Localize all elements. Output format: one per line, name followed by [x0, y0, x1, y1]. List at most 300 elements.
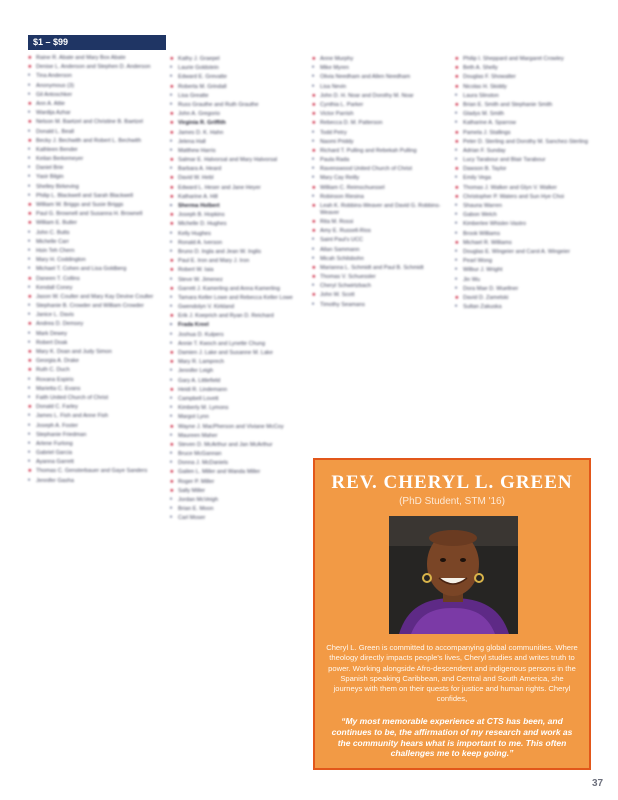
profile-name: REV. CHERYL L. GREEN: [331, 472, 573, 493]
donor-name-text: Tina Anderson: [36, 73, 72, 80]
donor-name-text: Marietta C. Evans: [36, 385, 81, 392]
red-dot-icon: ●: [455, 239, 459, 246]
red-dot-icon: ●: [28, 367, 32, 374]
donor-name: [312, 219, 446, 226]
red-dot-icon: ●: [28, 137, 32, 144]
bullet-icon: •: [170, 304, 173, 311]
donor-name: [455, 185, 589, 192]
donor-name-text: Stephanie Friedman: [36, 431, 87, 438]
donor-name: [170, 368, 304, 375]
donor-name-text: Thomas V. Schuessler: [320, 274, 376, 281]
donor-name: [455, 65, 589, 72]
profile-subtitle: (PhD Student, STM '16): [399, 496, 505, 507]
bullet-icon: •: [170, 230, 173, 237]
donor-name-text: Jennifer Leigh: [178, 368, 214, 375]
donor-name: [28, 478, 162, 485]
donor-name: [455, 295, 589, 302]
donor-name: [312, 56, 446, 63]
donor-name: [28, 138, 162, 145]
donor-name-text: Amy E. Russell-Rios: [320, 228, 371, 235]
red-dot-icon: ●: [170, 487, 174, 494]
donor-name: [170, 74, 304, 81]
bullet-icon: •: [28, 146, 31, 153]
red-dot-icon: ●: [28, 321, 32, 328]
red-dot-icon: ●: [28, 100, 32, 107]
donor-name-text: Todd Petry: [320, 129, 347, 136]
donor-name-text: Timothy Seamans: [320, 301, 365, 308]
donor-name-text: Thomas C. Gensterbauer and Gaye Sanders: [36, 468, 148, 475]
donor-name-text: Matthew Harris: [178, 147, 216, 154]
donor-name: [28, 55, 162, 62]
bullet-icon: •: [28, 339, 31, 346]
donor-name-text: Leah K. Robbins-Weaver and David G. Robbins-Weaver: [320, 203, 441, 216]
donor-name-text: Keilan Berkemeyer: [36, 156, 84, 163]
bullet-icon: •: [455, 212, 458, 219]
donor-name: [170, 405, 304, 412]
bullet-icon: •: [28, 422, 31, 429]
donor-name: [28, 101, 162, 108]
donor-name: [28, 377, 162, 384]
donor-name: [28, 110, 162, 117]
red-dot-icon: ●: [312, 203, 316, 209]
donor-name-text: Joseph B. Hopkins: [178, 212, 225, 219]
donor-name: [312, 148, 446, 155]
donor-name: [28, 73, 162, 80]
donor-name-text: Emily Vega: [463, 175, 491, 182]
donor-name-text: James D. K. Hahn: [178, 129, 224, 136]
red-dot-icon: ●: [28, 349, 32, 355]
donor-name: [28, 92, 162, 99]
donor-name-text: Michelle Carr: [36, 238, 69, 245]
donor-name: [312, 185, 446, 192]
donor-name-text: Douglas E. Wingeier and Carol A. Wingeier: [463, 248, 570, 255]
bullet-icon: •: [170, 166, 173, 173]
bullet-icon: •: [312, 83, 315, 90]
donor-name-text: John W. Scott: [320, 292, 355, 299]
donor-name-text: Shelley Birkeving: [36, 183, 79, 190]
donor-name-text: Paul E. Iron and Mary J. Iron: [178, 258, 250, 265]
donor-name-text: Peter D. Sterling and Dorothy M. Sanchez-Sterling: [463, 138, 588, 145]
donor-name-text: Donald L. Beall: [36, 128, 74, 135]
bullet-icon: •: [170, 451, 173, 458]
bullet-icon: •: [170, 322, 173, 329]
donor-name: [455, 111, 589, 118]
donor-name: [455, 277, 589, 284]
donor-name: [170, 515, 304, 522]
donor-name-text: Janice L. Davis: [36, 312, 74, 319]
donor-name: [170, 396, 304, 403]
bullet-icon: •: [170, 377, 173, 384]
red-dot-icon: ●: [28, 293, 32, 300]
donor-name-text: Naomi Priddy: [320, 138, 354, 145]
red-dot-icon: ●: [312, 274, 316, 281]
donor-name-text: Mary R. Lamprech: [178, 359, 225, 366]
red-dot-icon: ●: [312, 56, 316, 62]
donor-name-text: Cheryl Schwirtzbach: [320, 283, 371, 290]
red-dot-icon: ●: [312, 101, 316, 108]
donor-name: [170, 166, 304, 173]
bullet-icon: •: [170, 331, 173, 338]
red-dot-icon: ●: [455, 65, 459, 72]
donor-name-text: Heidi R. Lindemann: [178, 386, 228, 393]
donor-name: [455, 221, 589, 228]
donor-name: [28, 266, 162, 273]
donor-name: [28, 367, 162, 374]
donor-name: [455, 240, 589, 247]
red-dot-icon: ●: [455, 74, 459, 81]
donor-name-text: Russ Grauthe and Ruth Grauthe: [178, 101, 259, 108]
donor-name-text: Jelena Hall: [178, 138, 206, 145]
profile-quote: “My most memorable experience at CTS has been, and continues to be, the affirmation of my research and work as the community hears what is important to me. This often challenges me to keep going.”: [331, 716, 573, 759]
donor-name: [312, 256, 446, 263]
donor-name-text: Raine R. Abate and Mary Box Abate: [36, 55, 126, 61]
donor-name-text: Marianna L. Schmidt and Paul B. Schmidt: [320, 264, 424, 271]
donor-name-text: Katharine A. Hill: [178, 193, 218, 200]
donor-name: [28, 423, 162, 430]
red-dot-icon: ●: [28, 55, 32, 61]
bullet-icon: •: [455, 175, 458, 182]
donor-name-text: Virginia R. Griffith: [178, 120, 226, 127]
donor-name: [170, 175, 304, 182]
donor-name-text: Jordan McVeigh: [178, 497, 219, 503]
donor-name-text: Pamela J. Stallings: [463, 129, 511, 136]
red-dot-icon: ●: [28, 211, 32, 218]
donor-name: [28, 174, 162, 181]
donor-name: [28, 312, 162, 319]
bullet-icon: •: [28, 192, 31, 199]
donor-name: [170, 120, 304, 127]
donor-name: [28, 340, 162, 347]
donor-name-text: Damien J. Lake and Susanne M. Lake: [178, 350, 273, 356]
donor-column-4: [455, 56, 589, 313]
bullet-icon: •: [28, 385, 31, 392]
bullet-icon: •: [28, 450, 31, 457]
donor-name-text: William E. Butler: [36, 220, 78, 227]
donor-name-text: Maureen Maher: [178, 432, 218, 439]
donor-name-text: Lisa Greatte: [178, 92, 209, 99]
bullet-icon: •: [455, 157, 458, 164]
bullet-icon: •: [28, 229, 31, 236]
bullet-icon: •: [28, 110, 31, 117]
bullet-icon: •: [312, 175, 315, 182]
red-dot-icon: ●: [170, 83, 174, 90]
donor-name-text: Ayanna Garrett: [36, 459, 74, 466]
donor-name-text: Garrett J. Kamerling and Anna Kamerling: [178, 285, 280, 292]
red-dot-icon: ●: [170, 193, 174, 200]
donor-name: [28, 441, 162, 448]
bullet-icon: •: [28, 394, 31, 401]
bullet-icon: •: [28, 266, 31, 273]
donor-name-text: Roxana Espiris: [36, 376, 74, 383]
bullet-icon: •: [170, 460, 173, 467]
donor-name-text: Joseph A. Foster: [36, 422, 78, 429]
red-dot-icon: ●: [312, 264, 316, 271]
donor-name: [170, 277, 304, 284]
donor-name: [170, 332, 304, 339]
donor-name-text: Richard T. Pulling and Rebekah Pulling: [320, 147, 417, 154]
donor-name: [170, 359, 304, 366]
donor-name: [170, 424, 304, 431]
donor-name: [170, 84, 304, 91]
bullet-icon: •: [312, 237, 315, 244]
donor-name: [28, 331, 162, 338]
bullet-icon: •: [455, 285, 458, 292]
donor-name-text: Wayne J. MacPherson and Viviane McCoy: [178, 423, 284, 430]
bullet-icon: •: [170, 432, 173, 439]
bullet-icon: •: [28, 165, 31, 172]
donor-name-text: Pearl Wong: [463, 258, 493, 265]
donor-name: [312, 93, 446, 100]
red-dot-icon: ●: [28, 358, 32, 365]
donor-name-text: Robert Doak: [36, 339, 68, 346]
donor-name-text: Robinson Riesina: [320, 193, 364, 200]
donor-name-text: Ravenswood United Church of Christ: [320, 166, 413, 173]
bullet-icon: •: [455, 258, 458, 265]
bullet-icon: •: [312, 65, 315, 72]
donor-name: [455, 56, 589, 63]
bullet-icon: •: [455, 276, 458, 283]
donor-name: [312, 130, 446, 137]
donor-name-text: Lucy Tarabour and Blair Tarabour: [463, 157, 546, 164]
bullet-icon: •: [312, 138, 315, 145]
donor-name-text: Mark Dewey: [36, 330, 68, 337]
donor-name: [312, 292, 446, 299]
donor-name-text: Steve W. Jimenez: [178, 276, 223, 283]
donor-name-text: Olivia Needham and Allen Needham: [320, 74, 411, 81]
donor-name: [170, 111, 304, 118]
bullet-icon: •: [455, 230, 458, 237]
bullet-icon: •: [455, 248, 458, 255]
donor-name: [312, 265, 446, 272]
bullet-icon: •: [28, 440, 31, 447]
donor-name-text: Rita M. Rossi: [320, 218, 354, 225]
donor-column-1: [28, 55, 162, 487]
donor-name-text: Yasir Bilgin: [36, 174, 64, 181]
donor-name-text: Wilbur J. Wright: [463, 267, 503, 274]
donor-name-text: Mike Myren: [320, 65, 349, 72]
bullet-icon: •: [312, 301, 315, 308]
donor-name: [312, 111, 446, 118]
donor-name: [312, 74, 446, 81]
donor-name: [170, 212, 304, 219]
donor-name-text: Sherma Holbert: [178, 203, 220, 209]
donor-name: [170, 497, 304, 504]
bullet-icon: •: [455, 92, 458, 99]
donor-name: [28, 321, 162, 328]
donor-name: [28, 303, 162, 310]
donor-name: [170, 203, 304, 210]
donor-name: [170, 139, 304, 146]
bullet-icon: •: [455, 111, 458, 118]
bullet-icon: •: [28, 303, 31, 310]
donor-name-text: Donald C. Farley: [36, 404, 78, 411]
donor-name-text: Douglas F. Showalter: [463, 74, 516, 81]
donor-name: [312, 166, 446, 173]
donor-name-text: Steven D. McArthur and Jan McArthur: [178, 441, 273, 448]
red-dot-icon: ●: [455, 193, 459, 200]
donor-name-text: Mary Cay Reilly: [320, 175, 360, 182]
donor-name-text: Rebecca D. M. Patterson: [320, 120, 383, 127]
donor-name: [28, 450, 162, 457]
bullet-icon: •: [170, 248, 173, 255]
donor-name-text: Gabon Welch: [463, 212, 497, 219]
donor-name: [455, 203, 589, 210]
donor-name: [28, 239, 162, 246]
donor-name: [170, 304, 304, 311]
donor-name-text: Kimberly M. Lymons: [178, 405, 229, 412]
donor-name: [170, 378, 304, 385]
bullet-icon: •: [455, 304, 458, 311]
donor-name-text: Daneen T. Collins: [36, 275, 80, 282]
bullet-icon: •: [170, 203, 173, 209]
donor-name: [170, 451, 304, 458]
red-dot-icon: ●: [455, 138, 459, 145]
red-dot-icon: ●: [312, 184, 316, 191]
donor-name-text: Bruno D. Ingla and Jean W. Inglis: [178, 248, 262, 255]
donor-name: [455, 286, 589, 293]
bullet-icon: •: [170, 276, 173, 283]
donor-name: [170, 479, 304, 486]
donor-name-text: Kendall Coney: [36, 284, 73, 291]
bullet-icon: •: [170, 515, 173, 522]
donor-name-text: Georgia A. Drake: [36, 358, 79, 365]
red-dot-icon: ●: [312, 92, 316, 99]
donor-name: [170, 185, 304, 192]
donor-name: [170, 295, 304, 302]
donor-name-text: Stephanie B. Crowder and William Crowder: [36, 303, 144, 310]
donor-name-text: Hsin Teh Chern: [36, 247, 75, 254]
red-dot-icon: ●: [455, 294, 459, 301]
donor-name: [28, 358, 162, 365]
donor-name: [455, 166, 589, 173]
bullet-icon: •: [312, 246, 315, 253]
donor-name-text: Gailen L. Miller and Wanda Miller: [178, 469, 261, 476]
donor-name: [312, 175, 446, 182]
donor-name-text: Cynthia L. Parker: [320, 101, 364, 108]
donor-name-text: Laura Slinston: [463, 92, 499, 99]
donor-name-text: Edward L. Heser and Jane Heyer: [178, 184, 261, 191]
donor-name: [312, 247, 446, 254]
donor-name-text: Philip L. Blackwell and Sarah Blackwell: [36, 192, 134, 199]
red-dot-icon: ●: [170, 267, 174, 274]
red-dot-icon: ●: [170, 120, 174, 127]
bullet-icon: •: [28, 376, 31, 383]
donor-name-text: Tamara Keller Lowe and Rebecca Keller Lowe: [178, 294, 293, 301]
donor-name-text: Gwendolyn V. Kirkland: [178, 304, 235, 311]
red-dot-icon: ●: [170, 359, 174, 366]
donor-name-text: Laurie Goldstein: [178, 65, 219, 72]
donor-name-text: Annie T. Kwoch and Lynette Chung: [178, 340, 266, 347]
donor-name-text: Thomas J. Walker and Glyn V. Walker: [463, 184, 557, 191]
donor-name: [170, 469, 304, 476]
donor-name-text: Saint Paul's UCC: [320, 237, 364, 244]
donor-name-text: Gabriel Garcia: [36, 450, 73, 457]
donor-name-text: Michael R. Williams: [463, 239, 512, 246]
red-dot-icon: ●: [170, 56, 174, 62]
profile-box: [313, 458, 591, 770]
donor-name-text: Ruth C. Duch: [36, 367, 70, 374]
donor-name-text: Sally Miller: [178, 487, 206, 494]
red-dot-icon: ●: [170, 157, 174, 164]
donor-name: [28, 395, 162, 402]
donor-column-3: [312, 56, 446, 311]
donor-name: [455, 249, 589, 256]
donor-name: [312, 102, 446, 109]
bullet-icon: •: [28, 413, 31, 420]
donor-name: [312, 203, 446, 217]
donor-name: [455, 194, 589, 201]
bullet-icon: •: [170, 138, 173, 145]
bullet-icon: •: [170, 147, 173, 154]
donor-name-text: Barbara A. Heard: [178, 166, 222, 173]
donor-name: [455, 231, 589, 238]
donor-name: [455, 84, 589, 91]
red-dot-icon: ●: [170, 184, 174, 191]
donor-name: [28, 257, 162, 264]
donor-name: [28, 285, 162, 292]
bullet-icon: •: [28, 257, 31, 264]
donor-name: [28, 129, 162, 136]
red-dot-icon: ●: [28, 64, 32, 71]
red-dot-icon: ●: [312, 111, 316, 118]
donor-name-text: Ronald A. Iverson: [178, 239, 223, 246]
donor-name: [28, 156, 162, 163]
donor-name: [312, 194, 446, 201]
donor-name-text: Paul G. Brownell and Susanna H. Brownell: [36, 211, 143, 218]
donor-name-text: Adrian F. Sunday: [463, 147, 506, 154]
red-dot-icon: ●: [170, 221, 174, 228]
bullet-icon: •: [170, 506, 173, 513]
page-number: 37: [592, 778, 604, 789]
donor-name-text: Brian E. Moon: [178, 506, 214, 513]
donor-name: [170, 93, 304, 100]
red-dot-icon: ●: [170, 285, 174, 292]
donor-name: [170, 148, 304, 155]
donor-name: [312, 274, 446, 281]
red-dot-icon: ●: [28, 275, 32, 282]
bullet-icon: •: [28, 477, 31, 484]
donor-name-text: Roger P. Miller: [178, 478, 215, 485]
bullet-icon: •: [312, 283, 315, 290]
section-header: $1 – $99: [28, 35, 166, 50]
donor-name-text: Jennifer Gasha: [36, 477, 74, 484]
donor-name-text: Becky J. Bechwith and Robert L. Bechwith: [36, 137, 142, 144]
donor-name-text: Jason W. Coulter and Mary Kay Devine Coulter: [36, 293, 154, 300]
donor-name: [28, 202, 162, 209]
red-dot-icon: ●: [170, 175, 174, 182]
donor-name-text: Daniel Brie: [36, 165, 64, 172]
red-dot-icon: ●: [28, 220, 32, 227]
donor-name-text: Roberta M. Grindall: [178, 83, 227, 90]
donor-name: [455, 148, 589, 155]
bullet-icon: •: [455, 203, 458, 209]
bullet-icon: •: [170, 340, 173, 347]
donor-name-text: William W. Briggs and Susie Briggs: [36, 202, 124, 208]
donor-name-text: Christopher P. Waters and Sun Hye Choi: [463, 193, 565, 200]
bullet-icon: •: [170, 414, 173, 421]
donor-name: [28, 165, 162, 172]
bullet-icon: •: [170, 92, 173, 99]
bullet-icon: •: [455, 120, 458, 127]
donor-name-text: Bruce McGannan: [178, 451, 222, 458]
bullet-icon: •: [28, 128, 31, 135]
donor-name-text: Micah Schilsbohn: [320, 255, 364, 262]
bullet-icon: •: [28, 312, 31, 319]
donor-name: [170, 387, 304, 394]
donor-name: [28, 386, 162, 393]
donor-name-text: Faith United Church of Christ: [36, 394, 109, 401]
donor-name-text: Sultan Zakuska: [463, 304, 502, 311]
